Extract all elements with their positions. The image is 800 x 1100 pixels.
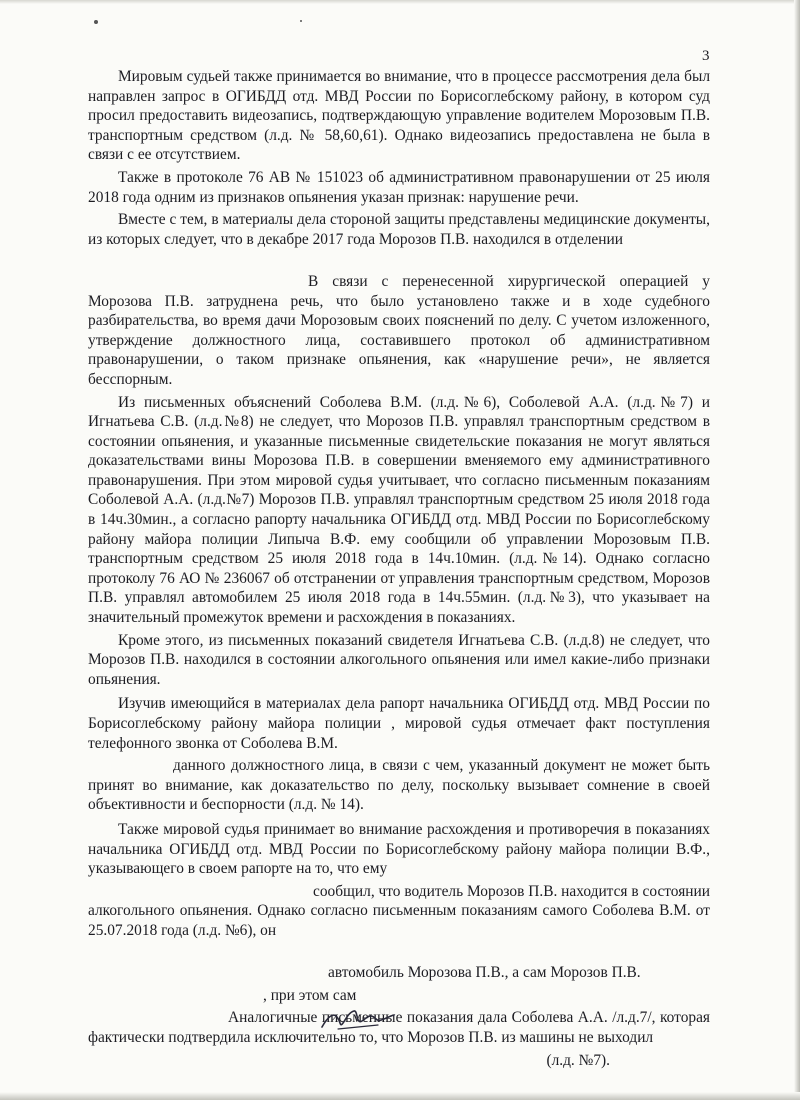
- page-number: 3: [702, 48, 710, 64]
- paragraph: , при этом сам: [263, 986, 357, 1004]
- scan-speck: [300, 20, 302, 22]
- paragraph: Вместе с тем, в материалы дела стороной защиты представлены медицинские документы, из которых следует, что в декабре 2017 года Морозов П.В. находился в отделении: [88, 211, 710, 248]
- redacted-gap: [88, 252, 710, 272]
- redacted-gap: [88, 944, 710, 964]
- paragraph: Изучив имеющийся в материалах дела рапорт начальника ОГИБДД отд. МВД России по Борисоглебскому району майора полиции , мировой судья отмечает факт поступления телефонного звонка от Соболева В.М.: [88, 695, 710, 752]
- paragraph: данного должностного лица, в связи с чем, указанный документ не может быть принят во внимание, как доказательство по делу, поскольку вызывает сомнение в своей объективности и беспорности (л.д. № 14).: [88, 757, 710, 814]
- paragraph: Также мировой судья принимает во внимание расхождения и противоречия в показаниях начальника ОГИБДД отд. МВД России по Борисоглебскому району майора полиции В.Ф., указывающего в своем рапорте на то, что ему: [88, 820, 710, 878]
- paragraph: (л.д. №7).: [546, 1051, 610, 1069]
- paragraph: Кроме этого, из письменных показаний свидетеля Игнатьева С.В. (л.д.8) не следует, что Морозов П.В. находился в состоянии алкогольного опьянения или имел какие-либо признаки опьянения.: [88, 631, 710, 688]
- scan-edge-top: [0, 0, 800, 4]
- scan-speck: [94, 20, 98, 24]
- paragraph: Также в протоколе 76 АВ № 151023 об административном правонарушении от 25 июля 2018 года одним из признаков опьянения указан признак: нарушение речи.: [88, 168, 710, 206]
- scan-edge-bottom: [0, 1092, 800, 1100]
- paragraph: Мировым судьей также принимается во внимание, что в процессе рассмотрения дела был направлен запрос в ОГИБДД отд. МВД России по Борисоглебскому району, в котором суд просил предоставить видеозапись, подтверждающую управление водителем Морозовым П.В. транспортным средством (л.д. № 58,60,61). Однако видеозапись предоставлена не была в связи с ее отсутствием.: [88, 68, 710, 164]
- signature-mark: [318, 1005, 398, 1035]
- scan-edge-right: [794, 0, 800, 1100]
- paragraph: автомобиль Морозова П.В., а сам Морозов П.В.: [328, 964, 641, 982]
- document-body: [88, 67, 710, 1073]
- paragraph: В связи с перенесенной хирургической операцией у Морозова П.В. затруднена речь, что было установлено также и в ходе судебного разбирательства, во время дачи Морозовым своих пояснений по делу. С учетом изложенного, утверждение должностного лица, составившего протокол об административном правонарушении, о таком признаке опьянения, как «нарушение речи», не является бесспорным.: [88, 272, 710, 388]
- paragraph: Из письменных объяснений Соболева В.М. (л.д.№6), Соболевой А.А. (л.д.№7) и Игнатьева С.В. (л.д.№8) не следует, что Морозов П.В. управлял транспортным средством в состоянии опьянения, и указанные письменные свидетельские показания не могут являться доказательствами вины Морозова П.В. в совершении вменяемого ему административного правонарушения. При этом мировой судья учитывает, что согласно письменным показаниям Соболевой А.А. (л.д.№7) Морозов П.В. управлял транспортным средством 25 июля 2018 года в 14ч.30мин., а согласно рапорту начальника ОГИБДД отд. МВД России по Борисоглебскому району майора полиции Липыча В.Ф. ему сообщили об управлении Морозовым П.В. транспортным средством 25 июля 2018 года в 14ч.10мин. (л.д.№14). Однако согласно протоколу 76 АО № 236067 об отстранении от управления транспортным средством, Морозов П.В. управлял автомобилем 25 июля 2018 года в 14ч.55мин. (л.д.№3), что указывает на значительный промежуток времени и расхождения в показаниях.: [88, 393, 710, 627]
- paragraph: сообщил, что водитель Морозов П.В. находится в состоянии алкогольного опьянения. Однако согласно письменным показаниям самого Соболева В.М. от 25.07.2018 года (л.д. №6), он: [88, 882, 710, 939]
- paragraph: Аналогичные письменные показания дала Соболева А.А. /л.д.7/, которая фактически подтвердила исключительно то, что Морозов П.В. из машины не выходил: [88, 1009, 710, 1046]
